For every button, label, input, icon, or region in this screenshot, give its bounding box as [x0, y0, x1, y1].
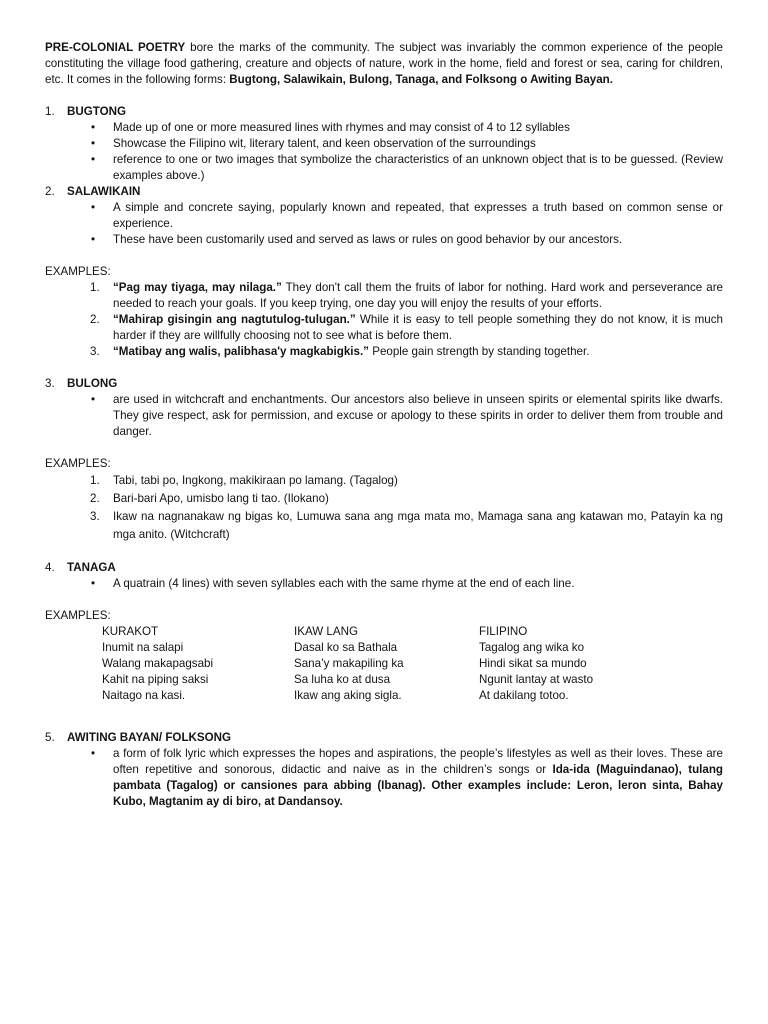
- poem-line: Walang makapagsabi: [102, 657, 214, 670]
- item-number: 1.: [90, 281, 100, 294]
- list-item: [45, 508, 723, 544]
- bulong-examples: [45, 472, 723, 544]
- poem-line: Ngunit lantay at wasto: [479, 673, 594, 686]
- section-title: SALAWIKAIN: [67, 185, 141, 198]
- poem-line: Inumit na salapi: [102, 641, 184, 654]
- list-item: [45, 280, 723, 312]
- section-title: TANAGA: [67, 561, 116, 574]
- section-heading-bulong: [45, 376, 723, 392]
- chant-text: Tabi, tabi po, Ingkong, makikiraan po lamang. (Tagalog): [113, 474, 398, 487]
- poem-ikaw-lang: [294, 624, 479, 704]
- list-item: [45, 344, 723, 360]
- intro-paragraph: [45, 40, 723, 88]
- section-number: 5.: [45, 731, 55, 744]
- examples-label: EXAMPLES:: [45, 265, 111, 278]
- list-item: [45, 576, 723, 592]
- section-number: 2.: [45, 185, 55, 198]
- item-number: 1.: [90, 474, 100, 487]
- intro-lead: PRE-COLONIAL POETRY: [45, 41, 186, 54]
- bullet-icon: •: [91, 577, 96, 590]
- intro-body: bore the marks of the community. The subject was invariably the common experience of the people constituting the village food gathering, creature and objects of nature, work in the home, field and forest or sea, caring for children, etc. It comes in the following forms:: [45, 41, 723, 86]
- poem-line: Sa luha ko at dusa: [294, 673, 391, 686]
- bullet-text: a form of folk lyric which expresses the hopes and aspirations, the people’s lifestyles as well as their loves. These are often repetitive and sonorous, didactic and naive as in the children’s songs or: [113, 747, 723, 776]
- bullet-text: Made up of one or more measured lines with rhymes and may consist of 4 to 12 syllables: [113, 121, 570, 134]
- section-number: 1.: [45, 105, 55, 118]
- poem-line: Ikaw ang aking sigla.: [294, 689, 402, 702]
- bullet-text: reference to one or two images that symbolize the characteristics of an unknown object that is to be guessed. (Review examples above.): [113, 153, 723, 182]
- bulong-bullets: [45, 392, 723, 440]
- poem-line: Sana’y makapiling ka: [294, 657, 404, 670]
- section-number: 3.: [45, 377, 55, 390]
- bullet-text: A simple and concrete saying, popularly known and repeated, that expresses a truth based on common sense or experience.: [113, 201, 723, 230]
- section-title: BUGTONG: [67, 105, 127, 118]
- section-title: AWITING BAYAN/ FOLKSONG: [67, 731, 232, 744]
- proverb-quote: “Matibay ang walis, palibhasa'y magkabigkis.”: [113, 345, 369, 358]
- poem-line: Hindi sikat sa mundo: [479, 657, 587, 670]
- list-item: [45, 490, 723, 508]
- list-item: [45, 746, 723, 810]
- list-item: [45, 120, 723, 136]
- bullet-text: are used in witchcraft and enchantments. Our ancestors also believe in unseen spirits or elemental spirits like dwarfs. They give respect, ask for permission, and excuse or apology to these spirits in order to deliver them from trouble and danger.: [113, 393, 723, 438]
- list-item: [45, 472, 723, 490]
- document-page: [45, 40, 723, 810]
- section-heading-salawikain: [45, 184, 723, 200]
- awiting-bullets: [45, 746, 723, 810]
- item-number: 2.: [90, 313, 100, 326]
- chant-text: Ikaw na nagnanakaw ng bigas ko, Lumuwa sana ang mga mata mo, Mamaga sana ang katawan mo, Patayin ka ng mga anito. (Witchcraft): [113, 510, 723, 541]
- list-item: [45, 152, 723, 184]
- bullet-text: A quatrain (4 lines) with seven syllables each with the same rhyme at the end of each line.: [113, 577, 575, 590]
- examples-label: EXAMPLES:: [45, 457, 111, 470]
- examples-label: EXAMPLES:: [45, 609, 111, 622]
- poem-title: IKAW LANG: [294, 625, 358, 638]
- proverb-explanation: They don't call them the fruits of labor for nothing. Hard work and perseverance are needed to reach your goals. If you keep trying, one day you will enjoy the results of your efforts.: [113, 281, 724, 310]
- list-item: [45, 136, 723, 152]
- bullet-icon: •: [91, 393, 96, 406]
- bugtong-bullets: [45, 120, 723, 184]
- tanaga-poems: [45, 624, 723, 704]
- poem-line: Tagalog ang wika ko: [479, 641, 585, 654]
- poem-line: Kahit na piping saksi: [102, 673, 209, 686]
- salawikain-examples: [45, 280, 723, 360]
- poem-title: KURAKOT: [102, 625, 159, 638]
- item-number: 2.: [90, 492, 100, 505]
- bullet-bold-text: Ida-ida (Maguindanao), tulang pambata (Tagalog) or cansiones para abbing (Ibanag). Other examples include: Leron, leron sinta, Bahay Kubo, Magtanim ay di biro, at Dandansoy.: [113, 763, 723, 808]
- proverb-explanation: People gain strength by standing together.: [368, 345, 590, 358]
- proverb-quote: “Mahirap gisingin ang nagtutulog-tulugan.”: [113, 313, 356, 326]
- list-item: [45, 392, 723, 440]
- bullet-text: These have been customarily used and served as laws or rules on good behavior by our ancestors.: [113, 233, 623, 246]
- tanaga-bullets: [45, 576, 723, 592]
- bullet-icon: •: [91, 201, 96, 214]
- section-heading-bugtong: [45, 104, 723, 120]
- bullet-icon: •: [91, 153, 96, 166]
- poem-line: Dasal ko sa Bathala: [294, 641, 398, 654]
- proverb-quote: “Pag may tiyaga, may nilaga.”: [113, 281, 282, 294]
- item-number: 3.: [90, 345, 100, 358]
- section-heading-awiting-bayan: [45, 730, 723, 746]
- section-number: 4.: [45, 561, 55, 574]
- salawikain-bullets: [45, 200, 723, 248]
- list-item: [45, 200, 723, 232]
- bullet-text: Showcase the Filipino wit, literary talent, and keen observation of the surroundings: [113, 137, 536, 150]
- bullet-icon: •: [91, 747, 96, 760]
- list-item: [45, 232, 723, 248]
- poem-title: FILIPINO: [479, 625, 528, 638]
- section-title: BULONG: [67, 377, 118, 390]
- section-heading-tanaga: [45, 560, 723, 576]
- list-item: [45, 312, 723, 344]
- proverb-explanation: While it is easy to tell people something they do not know, it is much harder if they are willfully choosing not to see what is before them.: [113, 313, 723, 342]
- poem-line: Naitago na kasi.: [102, 689, 186, 702]
- bullet-icon: •: [91, 121, 96, 134]
- poem-kurakot: [102, 624, 294, 704]
- poem-filipino: [479, 624, 671, 704]
- bullet-icon: •: [91, 233, 96, 246]
- bullet-icon: •: [91, 137, 96, 150]
- intro-forms: Bugtong, Salawikain, Bulong, Tanaga, and Folksong o Awiting Bayan.: [229, 73, 613, 86]
- poem-line: At dakilang totoo.: [479, 689, 569, 702]
- chant-text: Bari-bari Apo, umisbo lang ti tao. (Ilokano): [113, 492, 329, 505]
- item-number: 3.: [90, 510, 100, 523]
